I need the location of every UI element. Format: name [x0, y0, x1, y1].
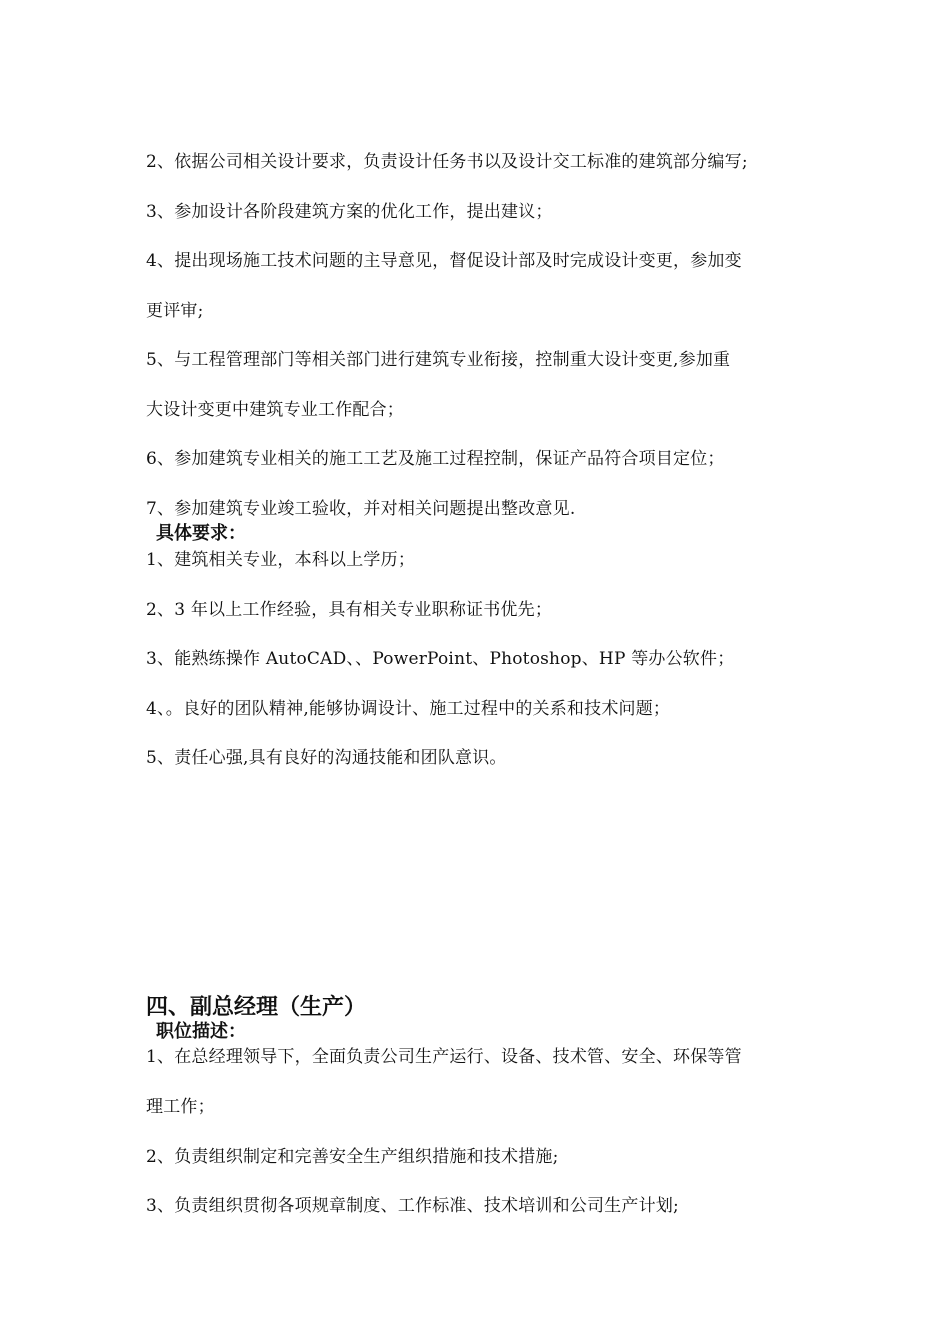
duty-line: 5、与工程管理部门等相关部门进行建筑专业衔接，控制重大设计变更,参加重 [146, 350, 731, 370]
duty-line: 7、参加建筑专业竣工验收，并对相关问题提出整改意见. [146, 499, 576, 519]
duty-line: 3、参加设计各阶段建筑方案的优化工作，提出建议； [146, 202, 553, 222]
duty-line: 6、参加建筑专业相关的施工工艺及施工过程控制，保证产品符合项目定位； [146, 449, 725, 469]
requirement-line: 4、。良好的团队精神,能够协调设计、施工过程中的关系和技术问题； [146, 699, 671, 719]
requirement-line: 2、3 年以上工作经验，具有相关专业职称证书优先； [146, 600, 553, 620]
job-description-line: 2、负责组织制定和完善安全生产组织措施和技术措施; [146, 1147, 559, 1167]
duty-line: 大设计变更中建筑专业工作配合； [146, 400, 404, 420]
job-description-heading: 职位描述： [156, 1021, 246, 1042]
job-description-line: 3、负责组织贯彻各项规章制度、工作标准、技术培训和公司生产计划; [146, 1196, 679, 1216]
section-heading: 四、副总经理（生产） [146, 995, 367, 1020]
job-description-line: 1、在总经理领导下，全面负责公司生产运行、设备、技术管、安全、环保等管 [146, 1047, 742, 1067]
duty-line: 4、提出现场施工技术问题的主导意见，督促设计部及时完成设计变更，参加变 [146, 251, 742, 271]
job-description-line: 理工作； [146, 1097, 215, 1117]
requirement-line: 1、建筑相关专业，本科以上学历； [146, 550, 416, 570]
requirement-line: 3、能熟练操作 AutoCAD、、PowerPoint、Photoshop、HP 等办公软件； [146, 649, 735, 669]
requirements-heading: 具体要求： [156, 523, 246, 544]
duty-line: 更评审; [146, 301, 204, 321]
duty-line: 2、依据公司相关设计要求，负责设计任务书以及设计交工标准的建筑部分编写; [146, 152, 748, 172]
requirement-line: 5、责任心强,具有良好的沟通技能和团队意识。 [146, 748, 507, 768]
